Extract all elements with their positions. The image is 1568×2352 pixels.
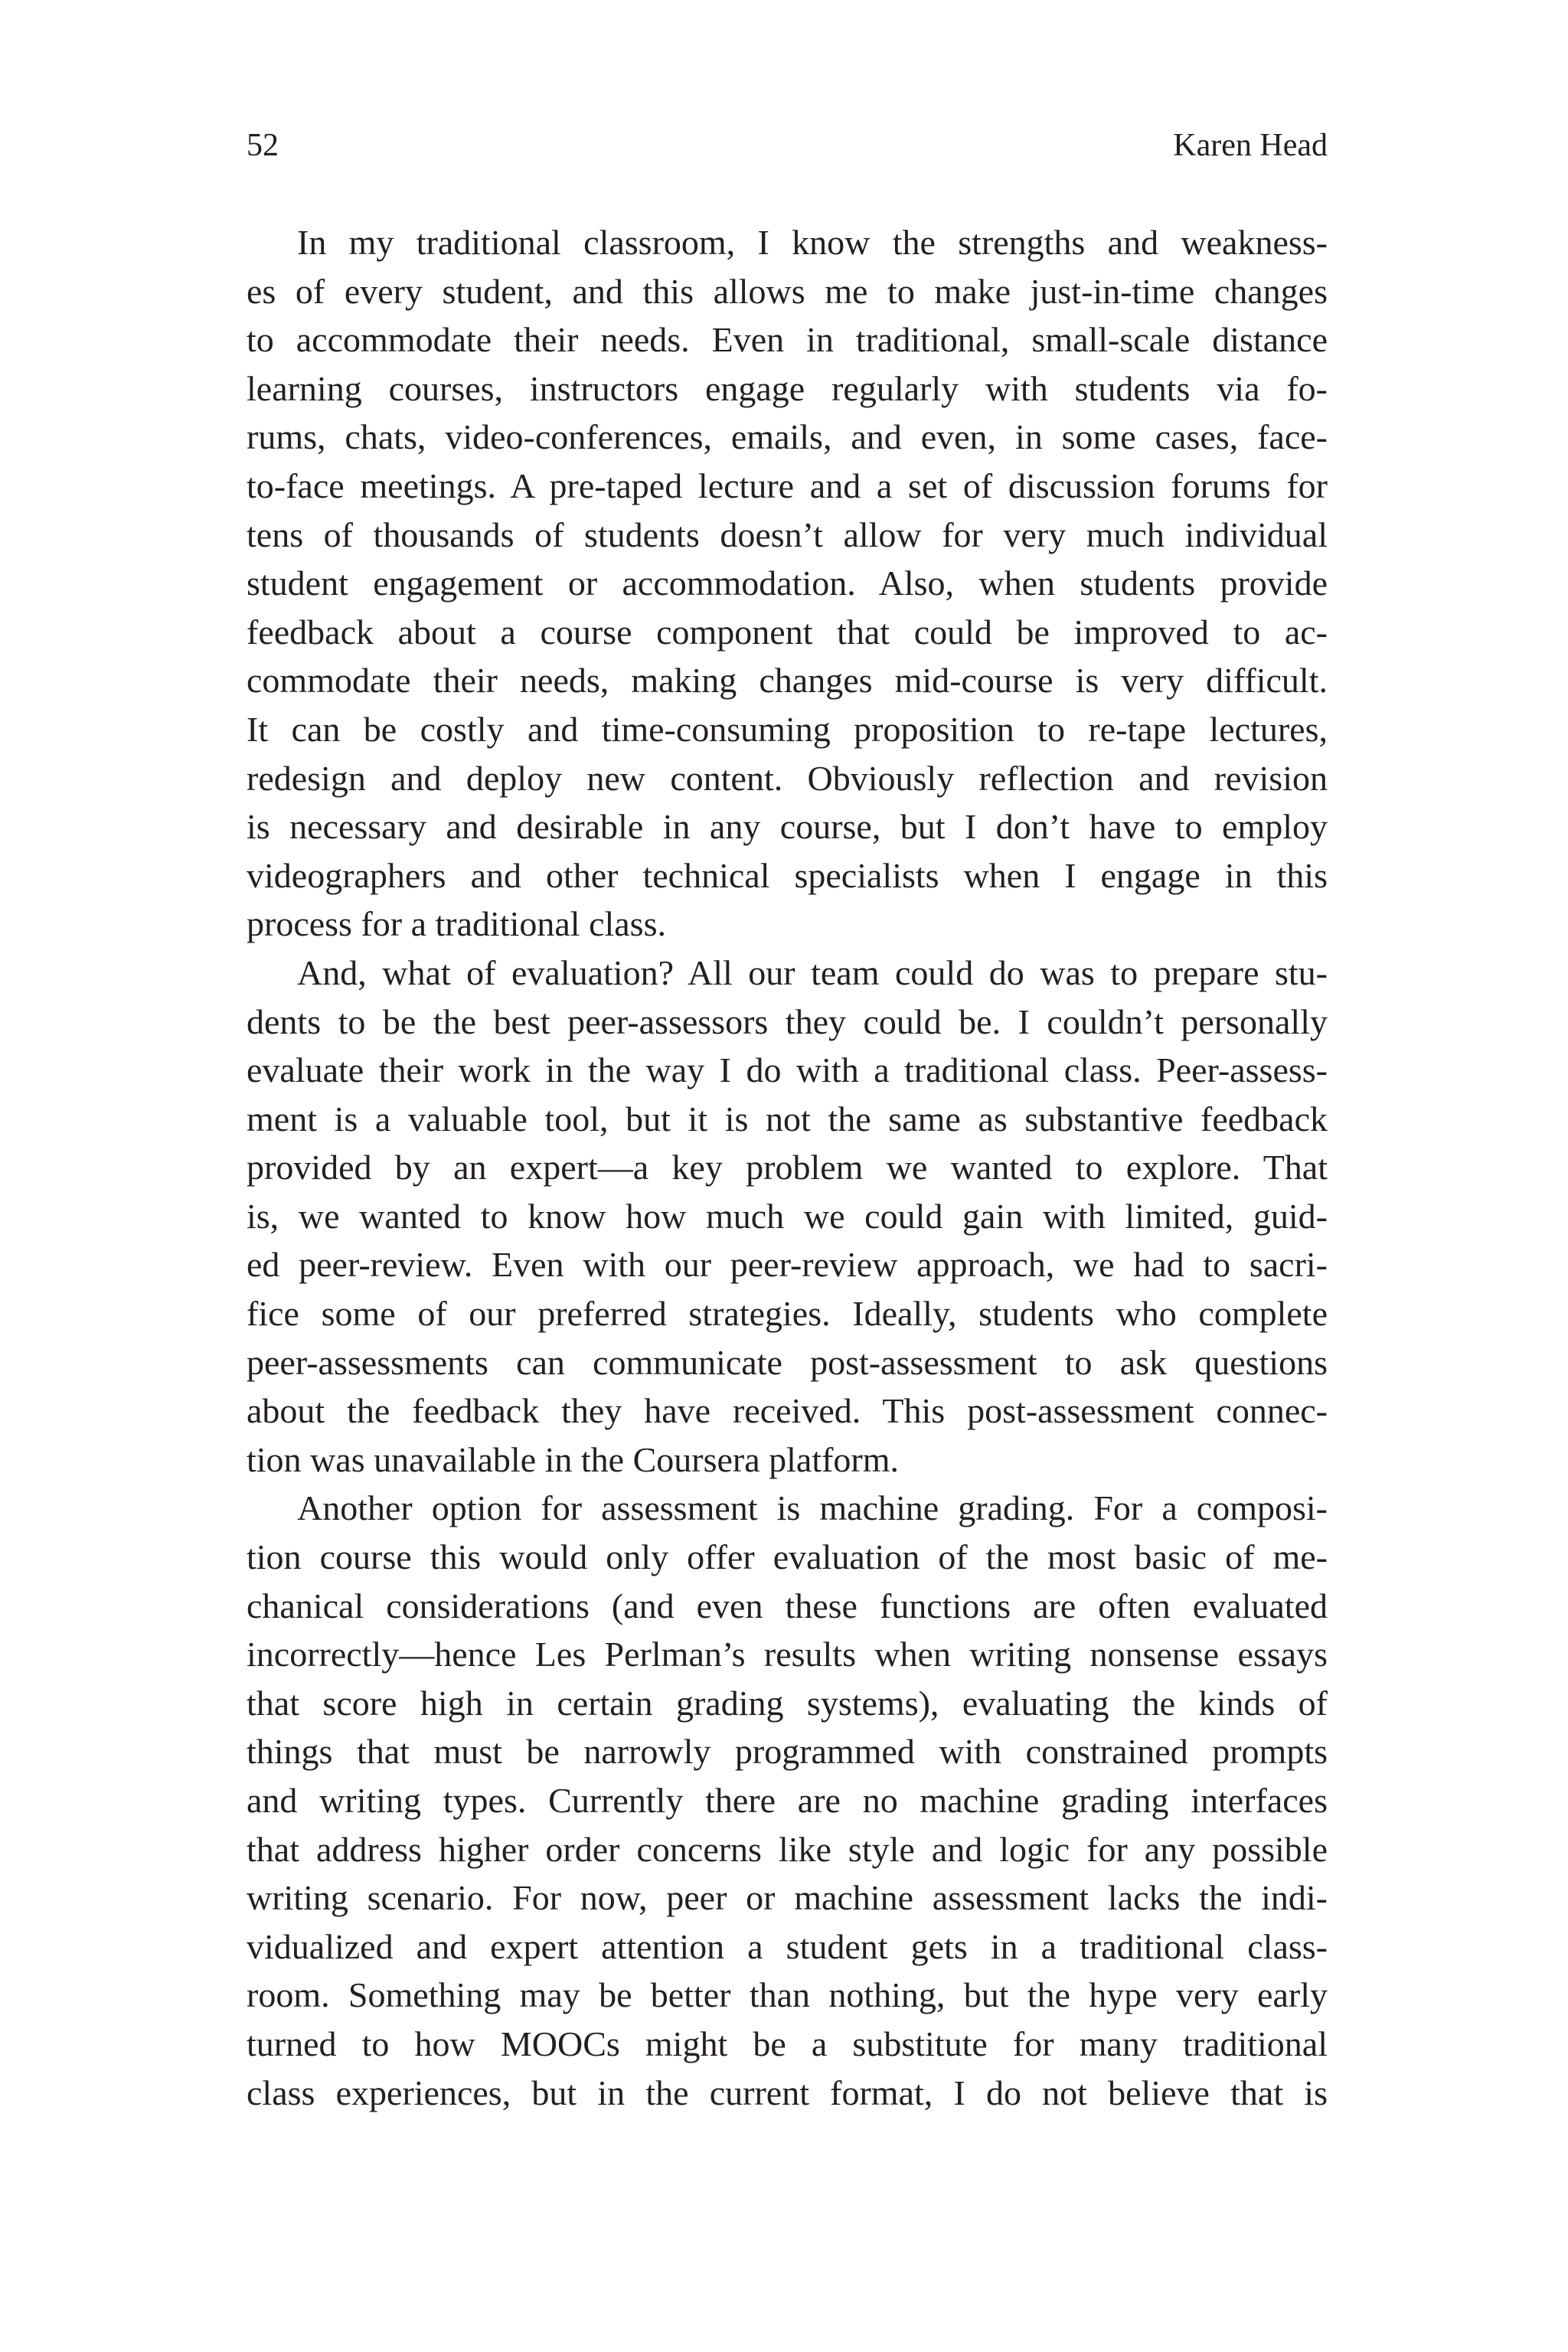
text-line: to-face meetings. A pre-taped lecture and a set of discussion forums for	[247, 466, 1328, 505]
paragraph-3	[247, 1484, 1328, 2117]
text-line: tion course this would only offer evaluation of the most basic of me-	[247, 1537, 1328, 1577]
text-line: ment is a valuable tool, but it is not the same as substantive feedback	[247, 1099, 1328, 1138]
text-line: about the feedback they have received. This post-assessment connec-	[247, 1391, 1328, 1431]
text-line: class experiences, but in the current format, I do not believe that is	[247, 2073, 1328, 2112]
text-line: that address higher order concerns like style and logic for any possible	[247, 1829, 1328, 1869]
text-line: to accommodate their needs. Even in traditional, small-scale distance	[247, 320, 1328, 360]
text-line: is necessary and desirable in any course, but I don’t have to employ	[247, 807, 1328, 847]
text-line: tion was unavailable in the Coursera platform.	[247, 1439, 900, 1479]
text-line: ed peer-review. Even with our peer-review approach, we had to sacri-	[247, 1245, 1328, 1285]
paragraph-1	[247, 218, 1328, 949]
text-line: In my traditional classroom, I know the strengths and weakness-	[297, 223, 1328, 262]
text-line: es of every student, and this allows me to make just-in-time changes	[247, 271, 1328, 311]
text-line: provided by an expert—a key problem we wanted to explore. That	[247, 1148, 1328, 1187]
text-line: things that must be narrowly programmed with constrained prompts	[247, 1732, 1328, 1772]
text-line: and writing types. Currently there are no machine grading interfaces	[247, 1781, 1328, 1820]
text-line: evaluate their work in the way I do with a traditional class. Peer-assess-	[247, 1050, 1328, 1090]
text-line: dents to be the best peer-assessors they could be. I couldn’t personally	[247, 1001, 1328, 1041]
text-line: commodate their needs, making changes mid-course is very difficult.	[247, 661, 1328, 701]
text-line: vidualized and expert attention a student gets in a traditional class-	[247, 1926, 1328, 1966]
text-line: And, what of evaluation? All our team could do was to prepare stu-	[297, 952, 1328, 992]
text-line: It can be costly and time-consuming proposition to re-tape lectures,	[247, 709, 1328, 749]
text-line: peer-assessments can communicate post-assessment to ask questions	[247, 1342, 1328, 1382]
text-line: student engagement or accommodation. Also, when students provide	[247, 564, 1328, 603]
text-line: room. Something may be better than nothing, but the hype very early	[247, 1975, 1328, 2015]
text-line: tens of thousands of students doesn’t allow for very much individual	[247, 514, 1328, 554]
text-line: that score high in certain grading systems), evaluating the kinds of	[247, 1683, 1328, 1723]
text-line: learning courses, instructors engage regularly with students via fo-	[247, 368, 1328, 408]
text-line: chanical considerations (and even these functions are often evaluated	[247, 1586, 1328, 1625]
text-line: feedback about a course component that could be improved to ac-	[247, 612, 1328, 652]
page-number: 52	[247, 128, 279, 163]
text-line: Another option for assessment is machine grading. For a composi-	[297, 1488, 1328, 1528]
text-line: process for a traditional class.	[247, 904, 666, 944]
text-line: is, we wanted to know how much we could gain with limited, guid-	[247, 1196, 1328, 1236]
text-line: rums, chats, video-conferences, emails, and even, in some cases, face-	[247, 417, 1328, 457]
running-head	[247, 122, 1328, 168]
paragraph-2	[247, 949, 1328, 1485]
text-line: incorrectly—hence Les Perlman’s results when writing nonsense essays	[247, 1635, 1328, 1674]
text-line: turned to how MOOCs might be a substitute for many traditional	[247, 2024, 1328, 2063]
text-line: fice some of our preferred strategies. Ideally, students who complete	[247, 1294, 1328, 1334]
text-line: redesign and deploy new content. Obviously reflection and revision	[247, 758, 1328, 798]
text-line: writing scenario. For now, peer or machine assessment lacks the indi-	[247, 1878, 1328, 1918]
text-line: videographers and other technical specialists when I engage in this	[247, 855, 1328, 895]
running-head-author: Karen Head	[1173, 128, 1328, 163]
body-text	[247, 218, 1328, 2117]
